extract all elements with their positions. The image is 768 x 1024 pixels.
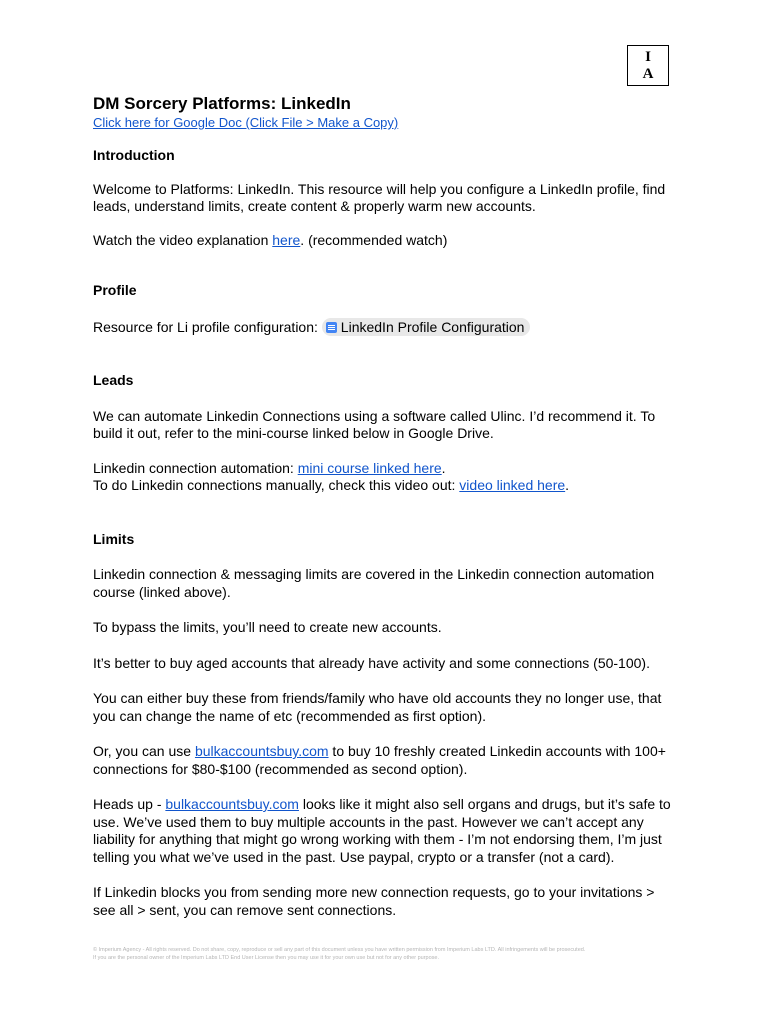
- mini-course-link[interactable]: mini course linked here: [297, 459, 442, 476]
- footer-line-2: If you are the personal owner of the Imperium Labs LTD End User License then you may use it for your own use but not for any other purpose.: [93, 955, 439, 961]
- limits-paragraph-1: Linkedin connection & messaging limits are covered in the Linkedin connection automation course (linked above).: [93, 566, 655, 600]
- video-here-link[interactable]: here: [272, 231, 301, 248]
- chip-label: LinkedIn Profile Configuration: [340, 318, 525, 335]
- p6-prefix: Heads up -: [93, 796, 166, 812]
- p5-prefix: Or, you can use: [93, 743, 195, 759]
- google-doc-icon: [326, 322, 337, 333]
- bulkaccountsbuy-link-2[interactable]: bulkaccountsbuy.com: [165, 796, 299, 812]
- automation-line: [93, 460, 678, 478]
- page-title: DM Sorcery Platforms: LinkedIn: [93, 94, 351, 113]
- intro-paragraph: Welcome to Platforms: LinkedIn. This resource will help you configure a LinkedIn profile, find leads, understand limits, create content & properly warm new accounts.: [93, 180, 666, 214]
- limits-paragraph-7: If Linkedin blocks you from sending more new connection requests, go to your invitations > see all > sent, you can remove sent connections.: [93, 884, 655, 918]
- p6-suffix: looks like it might also sell organs and drugs, but it’s safe to use. We’ve used them to buy multiple accounts in the past. However we can’t accept any liability for anything that might go wrong working with them - I’m not endorsing them, I’m just telling you what we’ve used in the past. Use paypal, crypto or a transfer (not a card).: [93, 796, 671, 865]
- heading-profile: Profile: [93, 282, 137, 298]
- limits-paragraph-4: You can either buy these from friends/family who have old accounts they no longer use, that you can change the name of etc (recommended as first option).: [93, 690, 662, 724]
- google-doc-link[interactable]: Click here for Google Doc (Click File > Make a Copy): [93, 115, 399, 130]
- heading-limits: Limits: [93, 530, 135, 547]
- video-paragraph: [93, 232, 678, 250]
- leads-paragraph: We can automate Linkedin Connections using a software called Ulinc. I’d recommend it. To build it out, refer to the mini-course linked below in Google Drive.: [93, 407, 656, 441]
- automation-prefix: Linkedin connection automation:: [93, 459, 298, 476]
- limits-paragraph-6: [93, 796, 678, 866]
- copyright-footer: [93, 946, 678, 962]
- video-prefix: Watch the video explanation: [93, 231, 273, 248]
- profile-resource-prefix: Resource for Li profile configuration:: [93, 318, 318, 335]
- video-suffix: . (recommended watch): [300, 231, 448, 248]
- manual-prefix: To do Linkedin connections manually, check this video out:: [93, 477, 460, 493]
- p5-suffix: to buy 10 freshly created Linkedin accounts with 100+ connections for $80-$100 (recommended as second option).: [93, 743, 666, 777]
- document-body: [93, 94, 678, 919]
- heading-introduction: Introduction: [93, 147, 175, 163]
- profile-resource-paragraph: [93, 318, 678, 337]
- manual-line: [93, 477, 678, 495]
- logo-line-1: I: [645, 49, 651, 65]
- linkedin-profile-config-chip[interactable]: [322, 318, 531, 336]
- footer-line-1: © Imperium Agency - All rights reserved. Do not share, copy, reproduce or sell any part of this document unless you have written permission from Imperium Labs LTD. All infringements will be prosecuted.: [93, 947, 586, 953]
- limits-paragraph-3: It’s better to buy aged accounts that already have activity and some connections (50-100).: [93, 654, 650, 671]
- limits-paragraph-5: [93, 743, 678, 778]
- bulkaccountsbuy-link[interactable]: bulkaccountsbuy.com: [194, 743, 329, 759]
- manual-suffix: .: [565, 477, 570, 493]
- automation-suffix: .: [441, 459, 446, 476]
- limits-paragraph-2: To bypass the limits, you’ll need to create new accounts.: [93, 619, 442, 635]
- logo: [627, 45, 669, 86]
- logo-line-2: A: [642, 66, 654, 82]
- heading-leads: Leads: [93, 372, 134, 388]
- video-linked-here-link[interactable]: video linked here: [459, 477, 566, 493]
